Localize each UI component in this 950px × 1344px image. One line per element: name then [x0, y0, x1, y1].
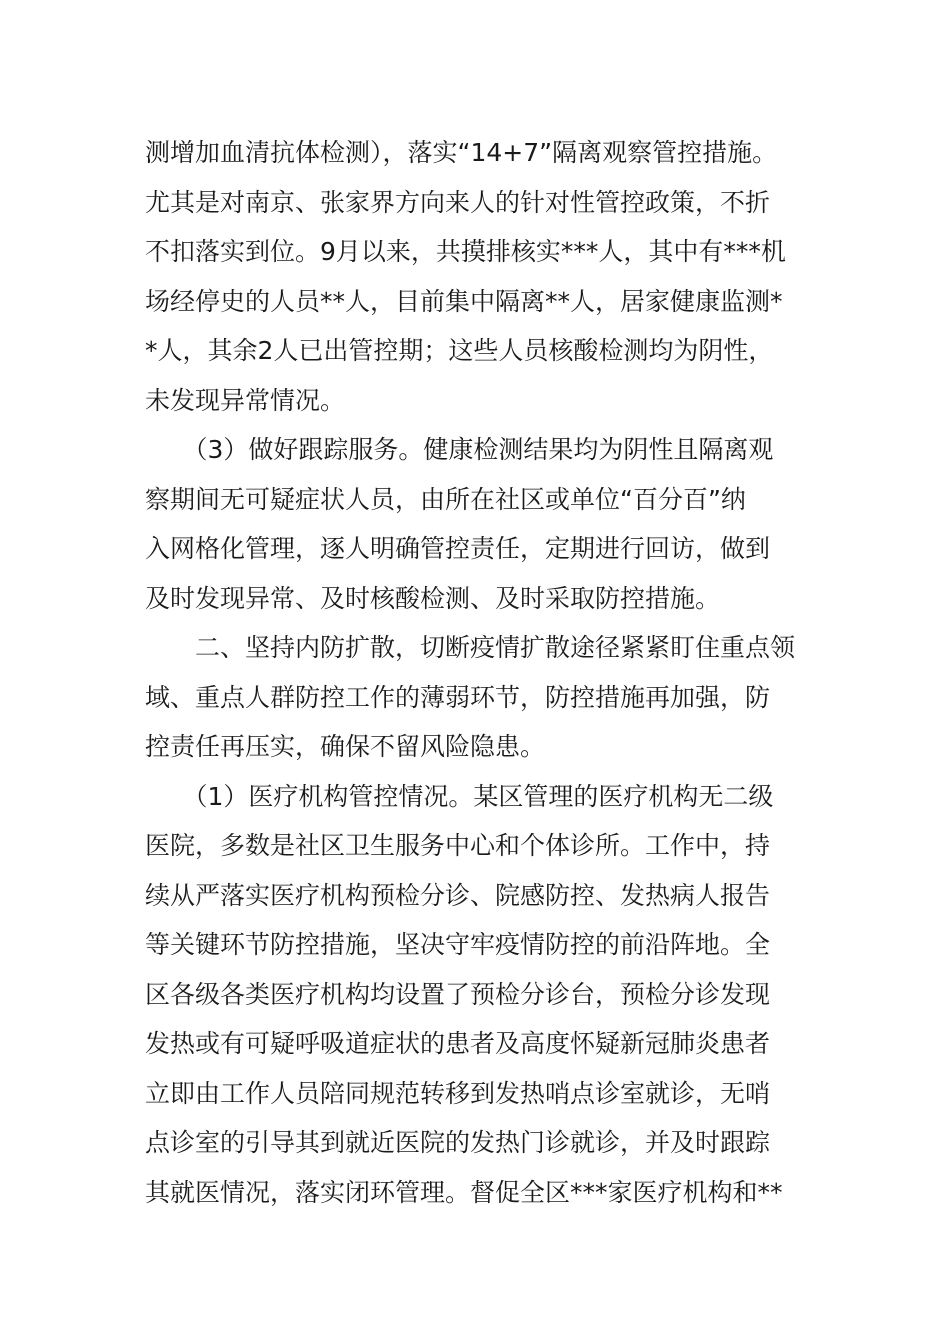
- text-line: 续从严落实医疗机构预检分诊、院感防控、发热病人报告: [145, 880, 771, 910]
- text-line: 察期间无可疑症状人员，由所在社区或单位“百分百”纳: [145, 484, 746, 514]
- text-line: 医院，多数是社区卫生服务中心和个体诊所。工作中，持: [145, 831, 771, 860]
- text-line: 及时发现异常、及时核酸检测、及时采取防控措施。: [145, 583, 721, 613]
- text-line: 立即由工作人员陪同规范转移到发热哨点诊室就诊，无哨: [145, 1078, 771, 1108]
- text-line: 入网格化管理，逐人明确管控责任，定期进行回访，做到: [145, 534, 771, 563]
- text-line: 测增加血清抗体检测），落实“14+7”隔离观察管控措施。: [145, 138, 778, 167]
- text-line: 控责任再压实，确保不留风险隐患。: [145, 732, 546, 761]
- paragraph-start-line: （1）医疗机构管控情况。某区管理的医疗机构无二级: [145, 781, 774, 811]
- paragraph-start-line: （3）做好跟踪服务。健康检测结果均为阴性且隔离观: [145, 435, 774, 464]
- text-line: 发热或有可疑呼吸道症状的患者及高度怀疑新冠肺炎患者: [145, 1029, 771, 1058]
- text-line: 等关键环节防控措施，坚决守牢疫情防控的前沿阵地。全: [145, 930, 771, 959]
- text-line: 其就医情况，落实闭环管理。督促全区***家医疗机构和**: [145, 1177, 783, 1207]
- document-body: [145, 128, 810, 1217]
- text-line: 尤其是对南京、张家界方向来人的针对性管控政策，不折: [145, 187, 771, 217]
- text-line: 域、重点人群防控工作的薄弱环节，防控措施再加强，防: [145, 682, 771, 712]
- text-line: 点诊室的引导其到就近医院的发热门诊就诊，并及时跟踪: [145, 1128, 771, 1157]
- text-line: 场经停史的人员**人，目前集中隔离**人，居家健康监测*: [145, 286, 783, 316]
- section-heading-line: 二、坚持内防扩散，切断疫情扩散途径紧紧盯住重点领: [145, 633, 796, 662]
- text-line: 区各级各类医疗机构均设置了预检分诊台，预检分诊发现: [145, 979, 771, 1009]
- text-line: *人，其余2人已出管控期；这些人员核酸检测均为阴性，: [145, 336, 774, 365]
- text-line: 不扣落实到位。9月以来，共摸排核实***人，其中有***机: [145, 237, 786, 266]
- text-line: 未发现异常情况。: [145, 385, 346, 415]
